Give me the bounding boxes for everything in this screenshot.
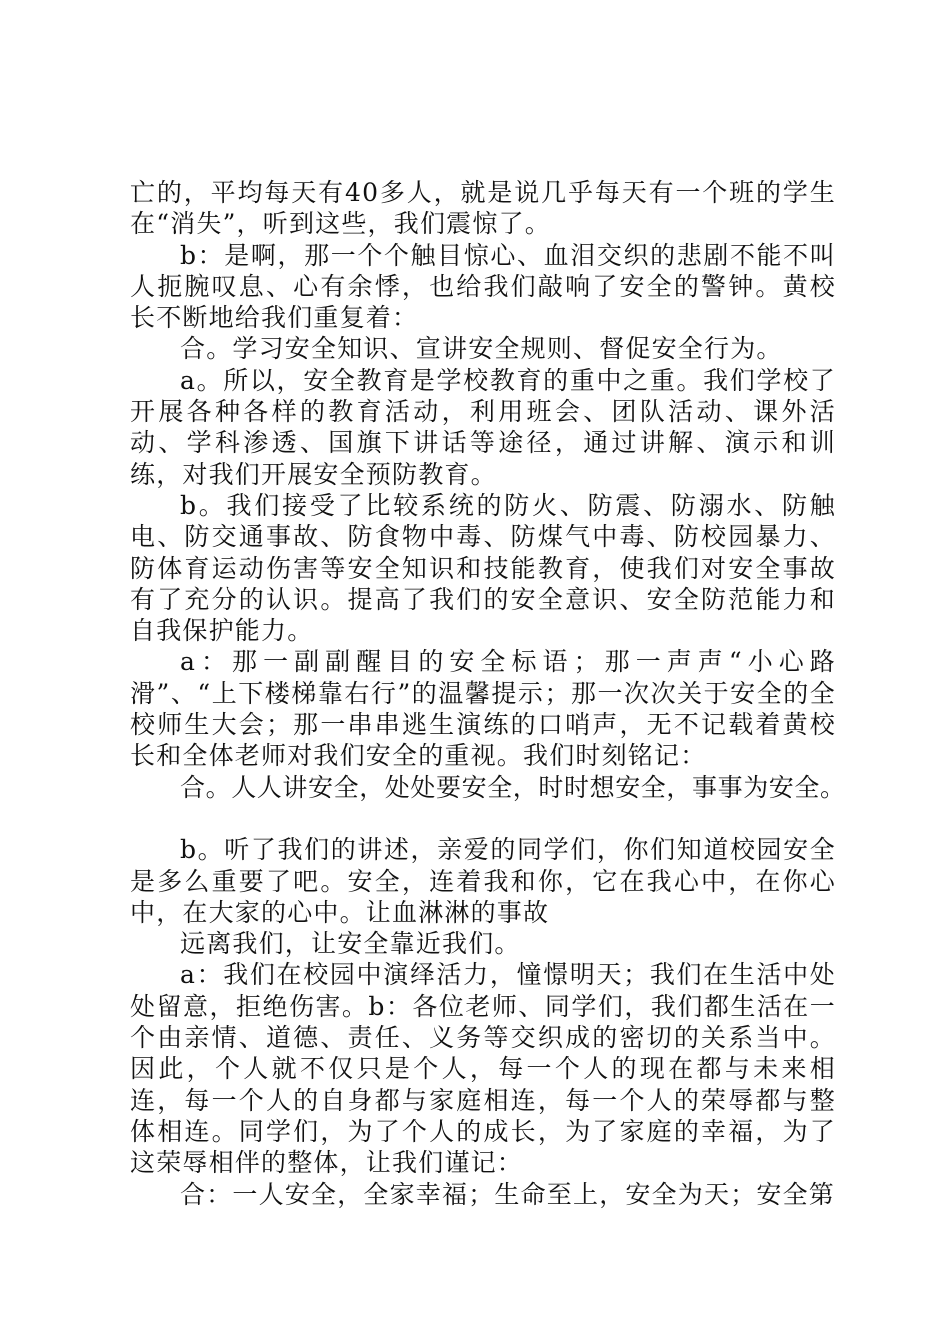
paragraph-10: a：我们在校园中演绎活力，憧憬明天；我们在生活中处处留意，拒绝伤害。b：各位老师、同学们，我们都生活在一个由亲情、道德、责任、义务等交织成的密切的关系当中。因此，个人就不仅只是个人，每一个人的现在都与未来相连，每一个人的自身都与家庭相连，每一个人的荣辱都与整体相连。同学们，为了个人的成长，为了家庭的幸福，为了这荣辱相伴的整体，让我们谨记： [130,960,836,1178]
paragraph-4: a。所以，安全教育是学校教育的重中之重。我们学校了开展各种各样的教育活动，利用班会、团队活动、课外活动、学科渗透、国旗下讲话等途径，通过讲解、演示和训练，对我们开展安全预防教育。 [130,365,836,489]
blank-line [130,803,836,834]
paragraph-1: 亡的，平均每天有40多人，就是说几乎每天有一个班的学生在“消失”，听到这些，我们震惊了。 [130,178,836,239]
paragraph-3: 合。学习安全知识、宣讲安全规则、督促安全行为。 [180,334,783,364]
paragraph-11: 合：一人安全，全家幸福；生命至上，安全为天；安全第 [180,1179,836,1209]
paragraph-5: b。我们接受了比较系统的防火、防震、防溺水、防触电、防交通事故、防食物中毒、防煤气中毒、防校园暴力、防体育运动伤害等安全知识和技能教育，使我们对安全事故有了充分的认识。提高了我们的安全意识、安全防范能力和自我保护能力。 [130,490,836,646]
paragraph-8: b。听了我们的讲述，亲爱的同学们，你们知道校园安全是多么重要了吧。安全，连着我和你，它在我心中，在你心中，在大家的心中。让血淋淋的事故 [130,835,836,927]
document-body [130,177,846,1210]
paragraph-9: 远离我们，让安全靠近我们。 [180,929,521,959]
paragraph-2: b：是啊，那一个个触目惊心、血泪交织的悲剧不能不叫人扼腕叹息、心有余悸，也给我们敲响了安全的警钟。黄校长不断地给我们重复着： [130,240,836,333]
paragraph-7: 合。人人讲安全，处处要安全，时时想安全，事事为安全。 [180,772,846,802]
paragraph-6: a：那一副副醒目的安全标语；那一声声“小心路滑”、“上下楼梯靠右行”的温馨提示；那一次次关于安全的全校师生大会；那一串串逃生演练的口哨声，无不记载着黄校长和全体老师对我们安全的重视。我们时刻铭记： [130,647,836,771]
